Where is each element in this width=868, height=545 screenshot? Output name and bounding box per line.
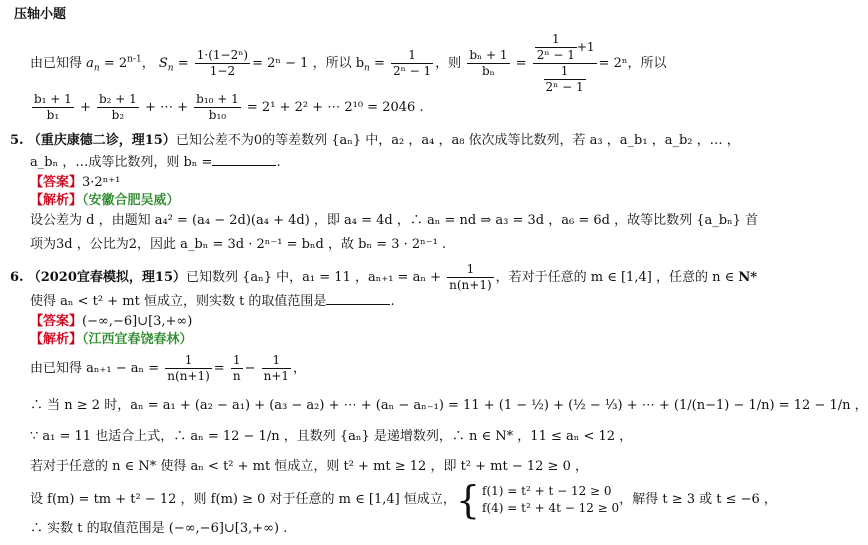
fraction: $\frac{1}{n(n+1)}$ [167, 353, 210, 383]
q6-statement-2: 使得 aₙ < t² + mt 恒成立，则实数 t 的取值范围是 . [30, 294, 395, 309]
q5-answer [30, 174, 120, 192]
answer-value: (−∞,−6]∪[3,+∞) [82, 314, 193, 329]
fraction: $\frac{\text{1·(1−2ⁿ)}}{1-2}$ [196, 48, 249, 78]
compound-fraction: $\frac{1}{\text{2ⁿ − 1}}$ +1 $\frac{1}{\text{2ⁿ − 1}}$ [533, 32, 597, 95]
intro-line-1: 由已知得 $a_n = 2^{n-1}$， $S_n$ = $\frac{\text{1·(1−2ⁿ)}}{1-2}$ = 2ⁿ − 1 ，所以 $b_n$ = $\frac{1}{\text{2ⁿ − 1}}$ ，则 $\frac{\text{bₙ + 1}}{\text{bₙ}}$ = $\frac{1}{\text{2ⁿ − 1}}$ +1 $\frac{1}{\text{2ⁿ − 1}}$ = 2ⁿ，所以 [30, 32, 667, 94]
q6-solution-1: 由已知得 aₙ₊₁ − aₙ = $\frac{1}{n(n+1)}$ = $\frac{1}{n}$ − $\frac{1}{n+1}$ ， [30, 353, 307, 383]
analysis-author: （江西宜春饶春林） [82, 332, 193, 347]
system-brace: { [455, 477, 481, 522]
inequality-system: f(1) = t² + t − 12 ≥ 0 f(4) = t² + 4t − 12 ≥ 0 [482, 483, 620, 515]
q5-solution-2: 项为3d ，公比为2，因此 a_bₙ = 3d · 2ⁿ⁻¹ = bₙd ，故 bₙ = 3 · 2ⁿ⁻¹ . [30, 237, 447, 252]
answer-blank [326, 292, 390, 305]
fraction: $\frac{1}{n(n+1)}$ [449, 262, 492, 292]
q6-analysis-header [30, 331, 193, 349]
fraction: $\frac{1}{n+1}$ [263, 353, 290, 383]
intro-line-2: $\frac{\text{b₁ + 1}}{\text{b₁}}$ + $\frac{\text{b₂ + 1}}{\text{b₂}}$ + ⋯ + $\frac{\text{b₁₀ + 1}}{\text{b₁₀}}$ = 2¹ + 2² + ⋯ 2¹⁰ = 2046 . [34, 92, 424, 122]
fraction: $\frac{1}{\text{2ⁿ − 1}}$ [393, 48, 432, 78]
question-source: （重庆康德二诊，理15） [27, 133, 176, 148]
analysis-label: 【解析】 [30, 193, 83, 208]
q6-solution-3: ∵ a₁ = 11 也适合上式，∴ aₙ = 12 − 1/n ，且数列 {aₙ} 是递增数列，∴ n ∈ N* ，11 ≤ aₙ < 12 ， [30, 429, 633, 444]
q6-solution-2: ∴ 当 n ≥ 2 时，aₙ = a₁ + (a₂ − a₁) + (a₃ − a₂) + ⋯ + (aₙ − aₙ₋₁) = 11 + (1 − ½) + (½ − ⅓) + ⋯ + (1/(n−1) − 1/n) = 12 − 1/n ， [30, 398, 868, 413]
question-number: 5. [10, 133, 24, 148]
q5-analysis-header [30, 192, 180, 210]
question-number: 6. [10, 270, 24, 285]
q6-solution-5: 设 f(m) = tm + t² − 12 ，则 f(m) ≥ 0 对于任意的 m ∈ [1,4] 恒成立，{ f(1) = t² + t − 12 ≥ 0 f(4) = t² + 4t − 12 ≥ 0 ，解得 t ≥ 3 或 t ≤ −6 ， [30, 477, 777, 522]
answer-label: 【答案】 [30, 175, 83, 190]
question-source: （2020宜春模拟，理15） [27, 270, 186, 285]
fraction: $\frac{\text{bₙ + 1}}{\text{bₙ}}$ [469, 48, 508, 78]
fraction: $\frac{1}{n}$ [232, 353, 241, 383]
section-title: 压轴小题 [14, 7, 67, 22]
q5-statement-2: a_bₙ ，…成等比数列，则 bₙ = . [30, 155, 281, 170]
q6-statement-1: 6. （2020宜春模拟，理15）已知数列 {aₙ} 中，a₁ = 11 ，aₙ₊₁ = aₙ + $\frac{1}{n(n+1)}$ ，若对于任意的 m ∈ [1,4] ，任意的 n ∈ N* [10, 262, 758, 292]
q6-solution-4: 若对于任意的 n ∈ N* 使得 aₙ < t² + mt 恒成立，则 t² + mt ≥ 12 ，即 t² + mt − 12 ≥ 0 ， [30, 459, 588, 474]
fraction: $\frac{\text{b₁ + 1}}{\text{b₁}}$ [34, 92, 72, 122]
analysis-author: （安徽合肥吴威） [82, 193, 180, 208]
fraction: $\frac{\text{b₁₀ + 1}}{\text{b₁₀}}$ [196, 92, 239, 122]
intro-text: 由已知得 [30, 56, 83, 71]
answer-label: 【答案】 [30, 314, 83, 329]
q5-statement-1: 5. （重庆康德二诊，理15）已知公差不为0的等差数列 {aₙ} 中，a₂ ，a₄ ，a₈ 依次成等比数列，若 a₃ ，a_b₁ ，a_b₂ ，… ， [10, 133, 740, 148]
q5-solution-1: 设公差为 d ，由题知 a₄² = (a₄ − 2d)(a₄ + 4d) ，即 a₄ = 4d ，∴ aₙ = nd ⇒ a₃ = 3d ，a₆ = 6d ，故等比数列 {a_bₙ} 首 [30, 213, 759, 228]
q6-answer [30, 313, 192, 331]
fraction: $\frac{\text{b₂ + 1}}{\text{b₂}}$ [98, 92, 137, 122]
analysis-label: 【解析】 [30, 332, 83, 347]
answer-blank [212, 153, 276, 166]
q6-solution-6: ∴ 实数 t 的取值范围是 (−∞,−6]∪[3,+∞) . [30, 521, 288, 536]
answer-value: 3·2ⁿ⁺¹ [82, 175, 121, 190]
